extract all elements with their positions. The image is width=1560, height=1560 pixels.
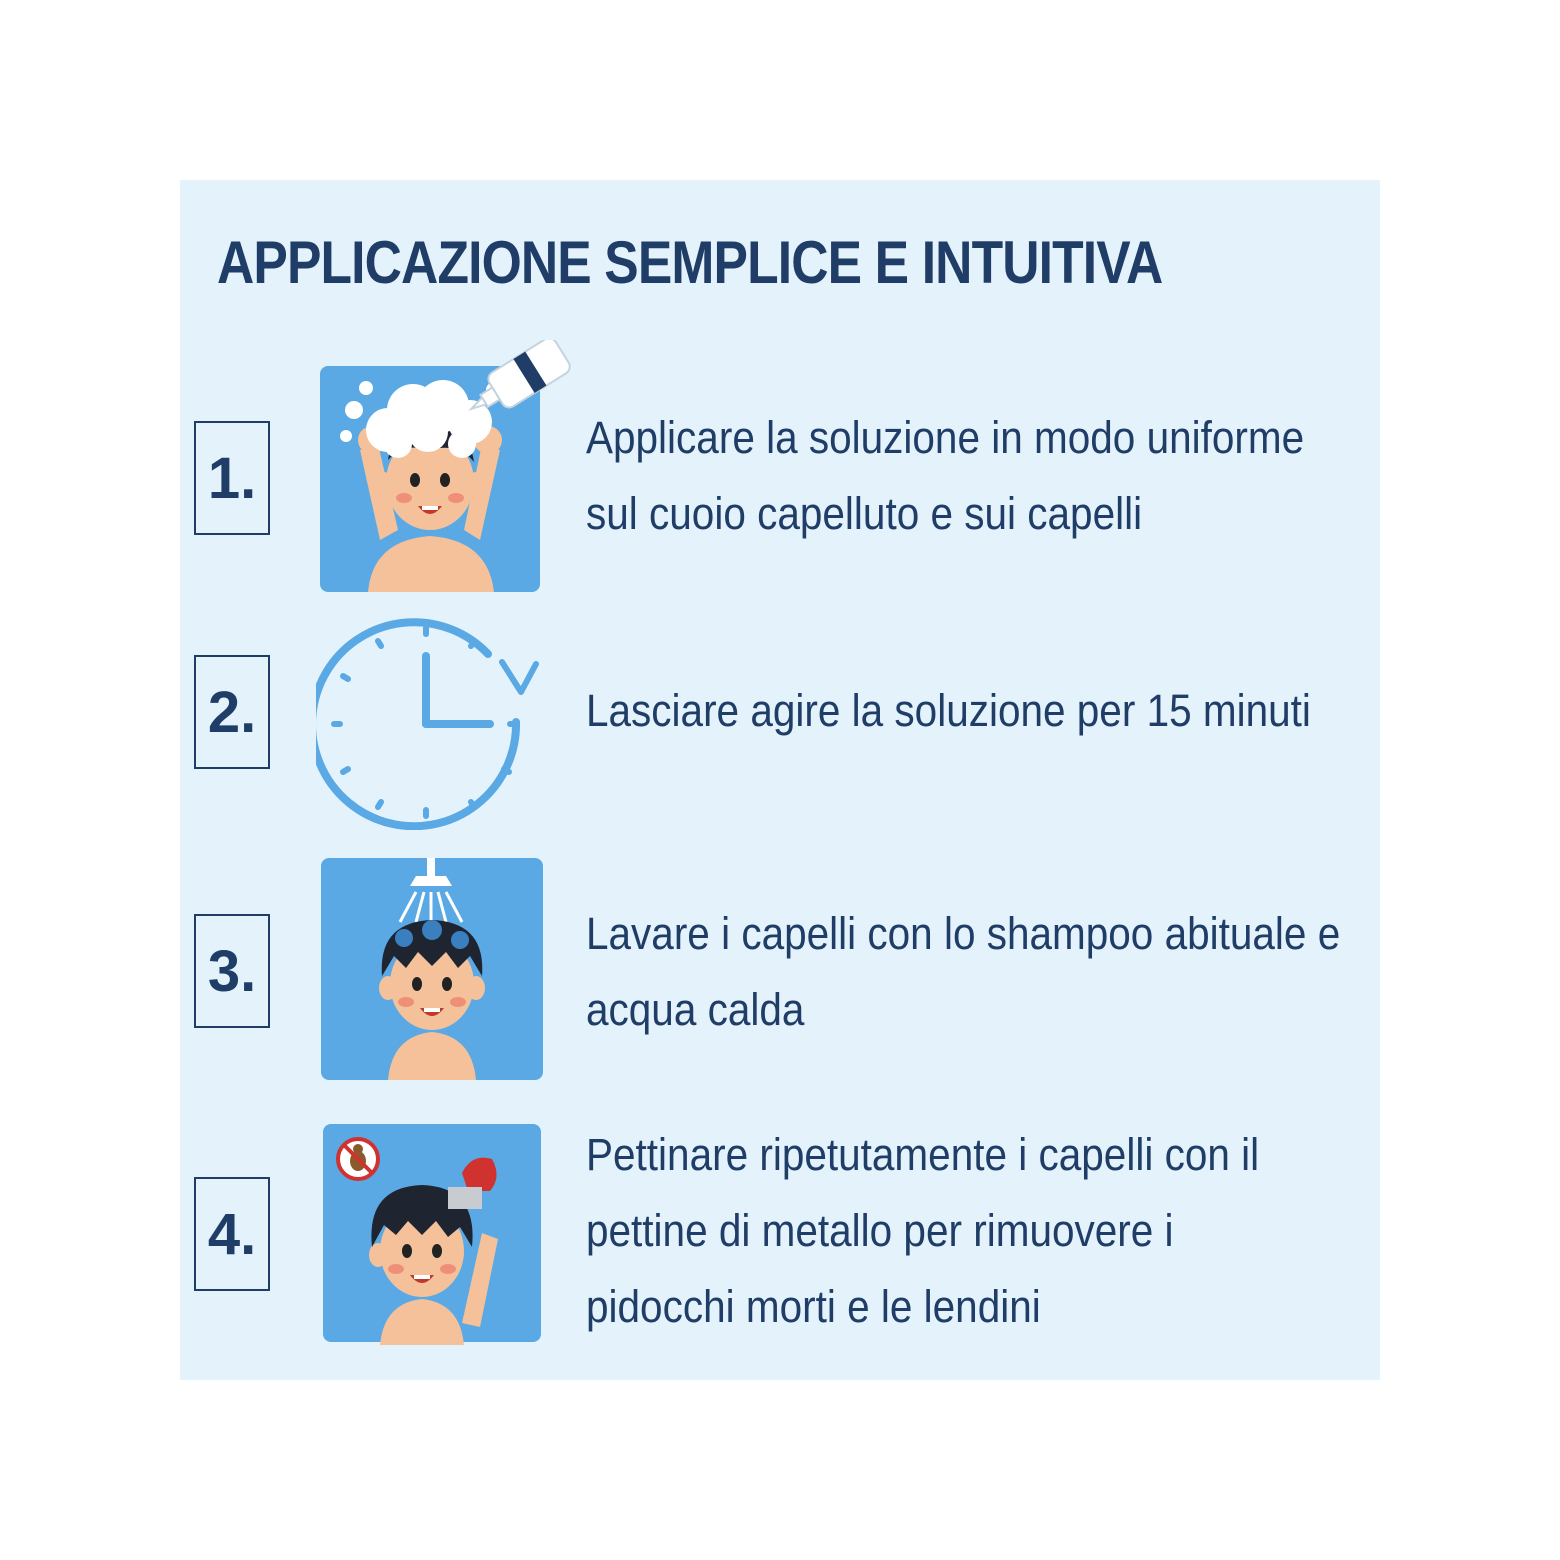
comb-no-lice-icon (322, 1123, 544, 1345)
page-title: APPLICAZIONE SEMPLICE E INTUITIVA (217, 229, 1163, 296)
step-4-line-1: Pettinare ripetutamente i capelli con il (586, 1129, 1260, 1180)
step-1-line-1: Applicare la soluzione in modo uniforme (586, 412, 1305, 463)
step-4-text (586, 1117, 1297, 1345)
step-3-line-2: acqua calda (586, 984, 805, 1035)
shampoo-foam-icon (318, 340, 590, 596)
step-2-line-1: Lasciare agire la soluzione per 15 minuti (586, 685, 1311, 736)
step-1-number: 1. (194, 421, 270, 535)
step-2-number: 2. (194, 655, 270, 769)
clock-icon (316, 614, 546, 830)
step-1-text (586, 400, 1305, 552)
step-4-line-2: pettine di metallo per rimuovere i (586, 1205, 1174, 1256)
step-4-number: 4. (194, 1177, 270, 1291)
instructions-panel (180, 180, 1380, 1380)
step-3-line-1: Lavare i capelli con lo shampoo abituale e (586, 908, 1341, 959)
shower-rinse-icon (320, 856, 546, 1082)
step-1-line-2: sul cuoio capelluto e sui capelli (586, 488, 1143, 539)
step-3-number: 3. (194, 914, 270, 1028)
step-2-text (586, 673, 1311, 749)
step-3-text (586, 896, 1341, 1048)
step-4-line-3: pidocchi morti e le lendini (586, 1281, 1041, 1332)
